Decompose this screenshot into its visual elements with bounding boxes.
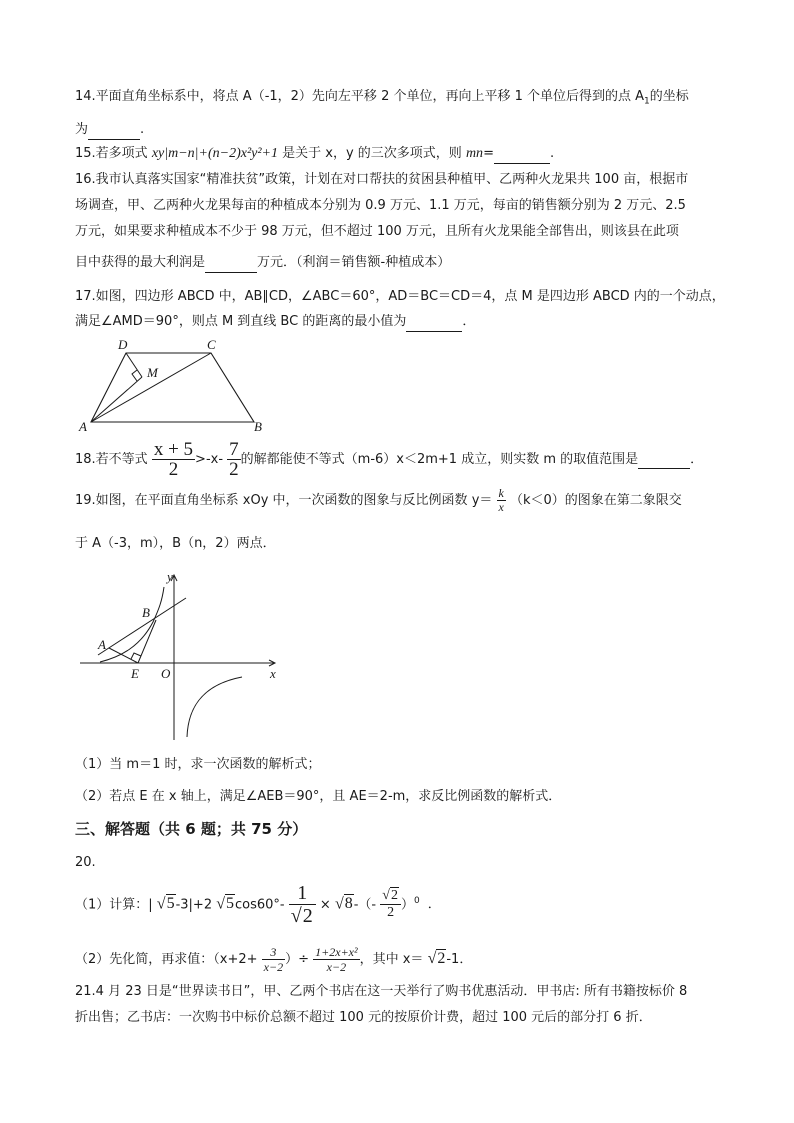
q20-sqrt2: √2 bbox=[427, 950, 446, 967]
q17-label-a: A bbox=[79, 419, 87, 434]
q15-line: 15.若多项式 xy|m−n|+(n−2)x²y²+1 是关于 x，y 的三次多项式，则 mn= . bbox=[75, 145, 554, 164]
q16-line4: 目中获得的最大利润是 万元．（利润＝销售额-种植成本） bbox=[75, 254, 450, 273]
section-3-heading: 三、解答题（共 6 题；共 75 分） bbox=[75, 820, 308, 838]
q17-right-angle-mark bbox=[132, 370, 137, 381]
q19-segment-be bbox=[138, 620, 156, 663]
q15-answer-blank[interactable] bbox=[494, 145, 550, 164]
q14-line1: 14.平面直角坐标系中，将点 A（-1，2）先向左平移 2 个单位，再向上平移 1 个单位后得到的点 $A_1$的坐标 bbox=[75, 89, 689, 107]
q17-label-c: C bbox=[207, 337, 216, 352]
q21-line2: 折出售；乙书店：一次购书中标价总额不超过 100 元的按原价计费，超过 100 元后的部分打 6 折． bbox=[75, 1010, 652, 1025]
q19-label-x: x bbox=[270, 666, 276, 681]
q17-label-b: B bbox=[254, 419, 262, 434]
q19-hyperbola-q4 bbox=[187, 677, 242, 737]
q19-right-angle-mark bbox=[131, 653, 141, 659]
q19-label-y: y bbox=[167, 569, 173, 584]
q14-answer-blank[interactable] bbox=[88, 121, 140, 140]
q17-figure bbox=[74, 335, 274, 435]
q18-answer-blank[interactable] bbox=[638, 452, 690, 469]
q15-polynomial: xy|m−n|+(n−2)x²y²+1 bbox=[151, 146, 278, 161]
q17-segment-dm bbox=[126, 353, 142, 377]
q17-label-m: M bbox=[147, 365, 158, 380]
q20-sqrt5-a: √5 bbox=[156, 895, 175, 913]
q19-part2: （2）若点 E 在 x 轴上，满足∠AEB＝90°，且 AE＝2-m，求反比例函数的解析式． bbox=[75, 789, 562, 804]
q20-part2: （2）先化简，再求值：（x+2+ $\frac{3}{x-2}$ ）÷ $\frac{\text{1+2x+x²}}{x-2}$ ，其中 x＝ √2-1． bbox=[75, 945, 473, 974]
q17-trapezoid bbox=[91, 353, 254, 422]
q18-line: 18.若不等式 $\frac{x + 5}{2}$ >-x- $\frac{7}{2}$ 的解都能使不等式（m-6）x＜2m+1 成立，则实数 m 的取值范围是 ． bbox=[75, 439, 704, 480]
q18-fraction-1: $\frac{x + 5}{2}$ bbox=[153, 439, 194, 480]
q17-answer-blank[interactable] bbox=[406, 313, 462, 332]
q20-sqrt8: √8 bbox=[334, 895, 353, 913]
q17-label-d: D bbox=[118, 337, 128, 352]
q17-line1: 17.如图，四边形 ABCD 中，AB∥CD，∠ABC＝60°，AD＝BC＝CD＝4，点 M 是四边形 ABCD 内的一个动点， bbox=[75, 289, 725, 304]
q19-part1: （1）当 m＝1 时，求一次函数的解析式； bbox=[75, 757, 321, 772]
q20-fraction-sqrt2-over-2: $\frac{√2}{2}$ bbox=[380, 888, 401, 921]
q19-figure bbox=[70, 565, 290, 745]
q19-label-e: E bbox=[131, 666, 139, 681]
q14-line2: 为 . bbox=[75, 121, 144, 140]
q16-line3: 万元，如果要求种植成本不少于 98 万元，但不超过 100 万元，且所有火龙果能全部售出，则该县在此项 bbox=[75, 224, 679, 239]
q19-label-a: A bbox=[98, 637, 106, 652]
q20-fraction-quadratic: $\frac{\text{1+2x+x²}}{x-2}$ bbox=[315, 945, 358, 974]
q16-line2: 场调查，甲、乙两种火龙果每亩的种植成本分别为 0.9 万元、1.1 万元，每亩的销售额分别为 2 万元、2.5 bbox=[75, 198, 686, 213]
q19-label-b: B bbox=[142, 605, 150, 620]
q17-segment-am bbox=[91, 377, 142, 422]
q18-fraction-2: $\frac{7}{2}$ bbox=[229, 439, 239, 480]
q19-line2: 于 A（-3，m），B（n，2）两点． bbox=[75, 536, 276, 551]
q20-number: 20. bbox=[75, 855, 96, 870]
q20-fraction-3-over-x-2: $\frac{3}{x-2}$ bbox=[263, 945, 284, 974]
q20-fraction-1-over-sqrt2: $\frac{1}{√2}$ bbox=[289, 882, 316, 927]
q19-label-o: O bbox=[161, 666, 171, 681]
q19-segment-ae bbox=[109, 648, 138, 663]
q16-line1: 16.我市认真落实国家“精准扶贫”政策，计划在对口帮扶的贫困县种植甲、乙两种火龙果共 100 亩，根据市 bbox=[75, 172, 689, 187]
q20-sqrt5-b: √5 bbox=[216, 895, 235, 913]
q21-line1: 21.4 月 23 日是“世界读书日”，甲、乙两个书店在这一天举行了购书优惠活动．甲书店: 所有书籍按标价 8 bbox=[75, 984, 688, 999]
q19-fraction-k-over-x: $\frac{k}{x}$ bbox=[498, 486, 504, 514]
q20-part1: （1）计算：| √5-3|+2 √5cos60°- $\frac{1}{√2}$ × √8-（- $\frac{√2}{2}$ ）$^0$ ． bbox=[75, 882, 441, 928]
q16-answer-blank[interactable] bbox=[205, 254, 257, 273]
q19-line1: 19.如图，在平面直角坐标系 xOy 中，一次函数的图象与反比例函数 y＝ $\frac{k}{x}$ （k＜0）的图象在第二象限交 bbox=[75, 486, 682, 514]
q17-line2: 满足∠AMD＝90°，则点 M 到直线 BC 的距离的最小值为 ． bbox=[75, 313, 475, 332]
